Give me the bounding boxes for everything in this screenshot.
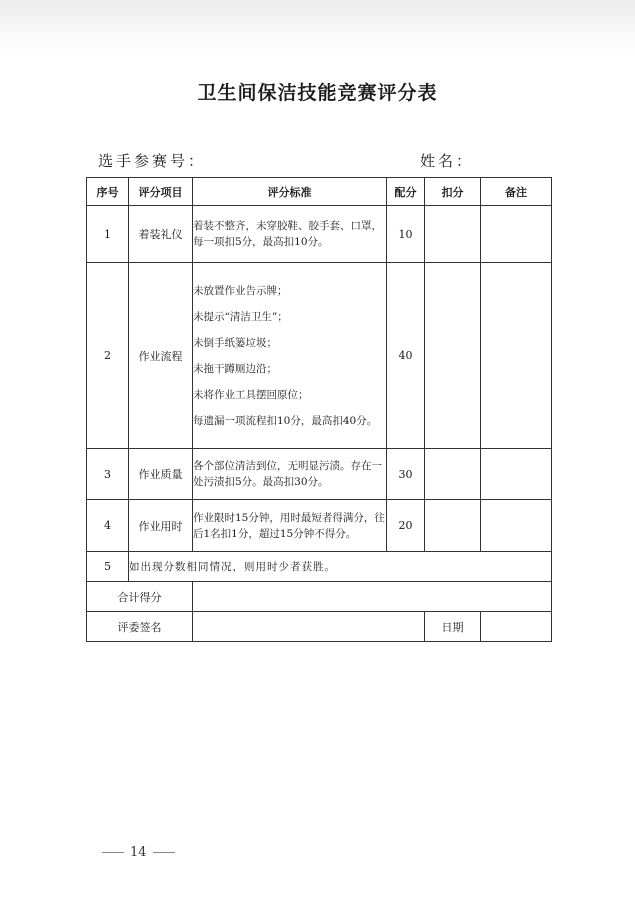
row-item: 作业流程	[129, 263, 193, 449]
header-item: 评分项目	[129, 178, 193, 206]
page-title: 卫生间保洁技能竞赛评分表	[197, 82, 438, 104]
header-no: 序号	[87, 178, 129, 206]
row-item: 着装礼仪	[129, 206, 193, 263]
criteria-line: 未放置作业告示牌；	[193, 284, 288, 297]
row-item: 作业质量	[129, 449, 193, 500]
date-cell[interactable]	[481, 612, 552, 642]
page-dash-left	[102, 852, 124, 853]
row-criteria: 着装不整齐，未穿胶鞋、胶手套、口罩，每一项扣5分，最高扣10分。	[193, 206, 387, 263]
table-header-row	[87, 178, 552, 206]
row-no: 3	[87, 449, 129, 500]
header-remarks: 备注	[481, 178, 552, 206]
row-criteria: 作业限时15分钟，用时最短者得满分，往后1名扣1分，超过15分钟不得分。	[193, 500, 387, 552]
page-number-text: 14	[130, 845, 147, 860]
header-points: 配分	[387, 178, 425, 206]
page-number	[96, 845, 181, 860]
row-points: 30	[387, 449, 425, 500]
criteria-line: 每遗漏一项流程扣10分，最高扣40分。	[193, 414, 378, 427]
table-row	[87, 449, 552, 500]
row-points: 10	[387, 206, 425, 263]
row-item: 作业用时	[129, 500, 193, 552]
remarks-cell[interactable]	[481, 263, 552, 449]
scan-shadow	[0, 0, 635, 52]
row-no: 4	[87, 500, 129, 552]
row-no: 1	[87, 206, 129, 263]
table-row	[87, 263, 552, 449]
row-points: 40	[387, 263, 425, 449]
judge-signature-label: 评委签名	[87, 612, 193, 642]
note-row	[87, 552, 552, 582]
deduction-cell[interactable]	[425, 500, 481, 552]
criteria-line: 未倒手纸篓垃圾；	[193, 336, 277, 349]
row-criteria: 各个部位清洁到位，无明显污渍。存在一处污渍扣5分。最高扣30分。	[193, 449, 387, 500]
total-row	[87, 582, 552, 612]
row-criteria	[193, 263, 387, 449]
deduction-cell[interactable]	[425, 206, 481, 263]
judge-signature-cell[interactable]	[193, 612, 425, 642]
criteria-line: 未将作业工具摆回原位；	[193, 388, 309, 401]
deduction-cell[interactable]	[425, 263, 481, 449]
remarks-cell[interactable]	[481, 500, 552, 552]
criteria-line: 未提示“清洁卫生”；	[193, 310, 288, 323]
remarks-cell[interactable]	[481, 449, 552, 500]
row-no: 5	[87, 552, 129, 582]
player-number-label: 选手参赛号：	[98, 152, 207, 170]
page-dash-right	[153, 852, 175, 853]
score-table	[86, 177, 552, 642]
deduction-cell[interactable]	[425, 449, 481, 500]
name-label: 姓名：	[420, 152, 475, 170]
total-score-cell[interactable]	[193, 582, 552, 612]
criteria-line: 未拖干蹲厕边沿；	[193, 362, 277, 375]
table-row	[87, 500, 552, 552]
remarks-cell[interactable]	[481, 206, 552, 263]
row-points: 20	[387, 500, 425, 552]
total-label: 合计得分	[87, 582, 193, 612]
note-text: 如出现分数相同情况，则用时少者获胜。	[129, 552, 552, 582]
header-deduction: 扣分	[425, 178, 481, 206]
header-criteria: 评分标准	[193, 178, 387, 206]
date-label: 日期	[425, 612, 481, 642]
row-no: 2	[87, 263, 129, 449]
judge-row	[87, 612, 552, 642]
table-row	[87, 206, 552, 263]
